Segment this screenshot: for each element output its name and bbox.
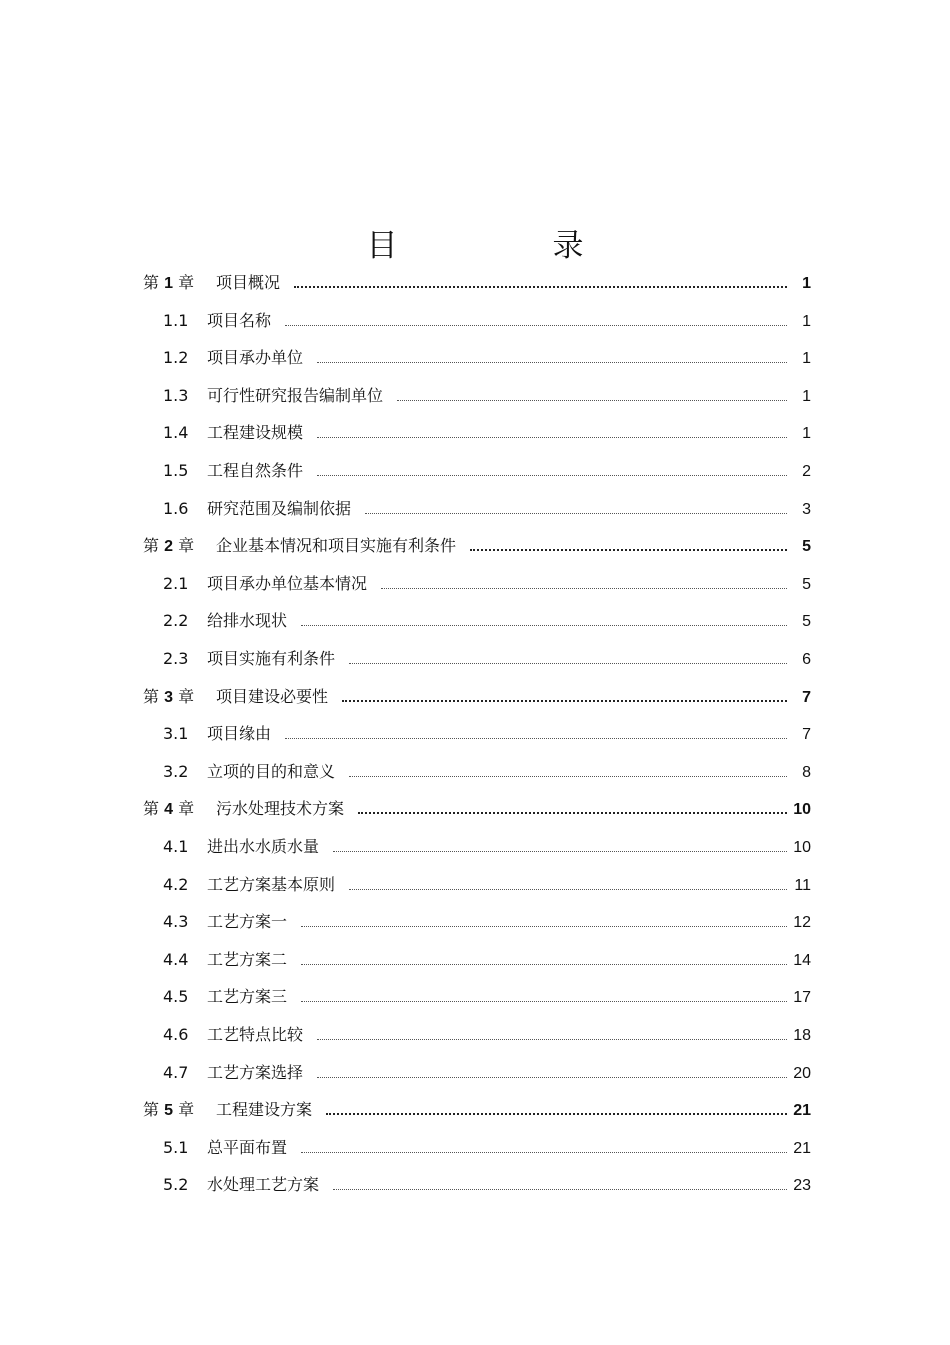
toc-dot-leader [349, 776, 787, 777]
toc-entry-number: 1.3 [163, 385, 189, 405]
toc-section-entry[interactable] [163, 1022, 811, 1048]
toc-page-number: 11 [794, 876, 811, 894]
toc-page-number: 17 [793, 989, 811, 1007]
toc-page-number: 1 [802, 275, 811, 292]
toc-page-number: 2 [802, 463, 811, 480]
toc-entry-number: 1.6 [163, 498, 189, 518]
toc-page-number: 20 [793, 1064, 811, 1082]
toc-entry-label: 工艺方案二 [207, 949, 288, 969]
toc-section-entry[interactable] [163, 721, 811, 747]
toc-dot-leader [326, 1113, 787, 1115]
toc-dot-leader [317, 1077, 787, 1078]
toc-page-number: 10 [793, 801, 811, 819]
toc-entry-number: 4.1 [163, 837, 189, 856]
toc-entry-label: 工程自然条件 [207, 461, 304, 480]
toc-dot-leader [285, 325, 787, 326]
toc-entry-label: 项目缘由 [207, 724, 272, 744]
toc-dot-leader [470, 549, 787, 551]
toc-section-entry[interactable] [163, 1060, 811, 1086]
toc-entry-number: 3.2 [163, 761, 189, 781]
toc-entry-label: 工程建设方案 [216, 1100, 313, 1120]
toc-dot-leader [333, 851, 787, 852]
toc-section-entry[interactable] [163, 1172, 811, 1198]
toc-entry-label: 工艺方案一 [207, 912, 288, 932]
toc-dot-leader [381, 588, 787, 589]
toc-entry-number: 4.5 [163, 987, 189, 1007]
toc-dot-leader [342, 700, 787, 702]
toc-entry-label: 项目建设必要性 [216, 686, 329, 706]
toc-page-number: 5 [802, 575, 811, 593]
toc-page-number: 21 [793, 1102, 811, 1120]
toc-section-entry[interactable] [163, 383, 811, 409]
toc-dot-leader [317, 437, 787, 438]
toc-entry-label: 研究范围及编制依据 [207, 498, 352, 518]
toc-chapter-entry[interactable] [143, 684, 811, 710]
toc-section-entry[interactable] [163, 834, 811, 860]
toc-entry-number: 4.6 [163, 1025, 189, 1044]
toc-page-number: 7 [802, 726, 811, 744]
toc-section-entry[interactable] [163, 646, 811, 672]
toc-entry-label: 项目实施有利条件 [207, 649, 336, 668]
toc-chapter-entry[interactable] [143, 1097, 811, 1123]
toc-page-number: 5 [802, 613, 811, 631]
toc-entry-label: 给排水现状 [207, 611, 288, 631]
toc-entry-label: 污水处理技术方案 [216, 799, 345, 819]
toc-entry-number: 第 5 章 [143, 1100, 195, 1120]
toc-entry-number: 1.4 [163, 423, 189, 443]
toc-dot-leader [349, 663, 787, 664]
toc-page-number: 18 [793, 1027, 811, 1044]
toc-dot-leader [365, 513, 787, 514]
toc-section-entry[interactable] [163, 458, 811, 484]
toc-entry-number: 5.1 [163, 1137, 189, 1157]
toc-entry-label: 水处理工艺方案 [207, 1175, 320, 1195]
toc-dot-leader [317, 362, 787, 363]
toc-entry-number: 1.2 [163, 348, 189, 368]
toc-dot-leader [333, 1189, 787, 1190]
toc-entry-number: 4.3 [163, 912, 189, 932]
toc-entry-label: 进出水水质水量 [207, 837, 320, 856]
toc-page-number: 10 [793, 839, 811, 856]
toc-entry-number: 第 2 章 [143, 536, 195, 556]
toc-section-entry[interactable] [163, 345, 811, 371]
toc-dot-leader [317, 1039, 787, 1040]
toc-entry-label: 项目名称 [207, 310, 272, 330]
toc-entry-label: 工艺特点比较 [207, 1025, 304, 1044]
toc-chapter-entry[interactable] [143, 270, 811, 296]
toc-section-entry[interactable] [163, 496, 811, 522]
toc-entry-number: 4.2 [163, 874, 189, 894]
toc-page-number: 1 [802, 387, 811, 405]
toc-entry-number: 第 1 章 [143, 273, 195, 292]
toc-dot-leader [301, 964, 787, 965]
toc-entry-number: 1.1 [163, 310, 189, 330]
toc-page-number: 14 [793, 951, 811, 969]
toc-entry-number: 1.5 [163, 461, 189, 480]
toc-entry-number: 5.2 [163, 1175, 189, 1195]
toc-entry-label: 工艺方案选择 [207, 1062, 304, 1082]
toc-chapter-entry[interactable] [143, 533, 811, 559]
toc-entry-label: 可行性研究报告编制单位 [207, 385, 384, 405]
toc-chapter-entry[interactable] [143, 796, 811, 822]
toc-entry-label: 企业基本情况和项目实施有利条件 [216, 536, 457, 556]
toc-section-entry[interactable] [163, 420, 811, 446]
toc-dot-leader [358, 812, 787, 814]
toc-entry-number: 4.7 [163, 1062, 189, 1082]
toc-page-number: 21 [793, 1139, 811, 1157]
toc-section-entry[interactable] [163, 947, 811, 973]
toc-page-number: 5 [802, 538, 811, 556]
toc-dot-leader [294, 286, 787, 288]
toc-dot-leader [397, 400, 787, 401]
toc-dot-leader [301, 1001, 787, 1002]
toc-entry-number: 3.1 [163, 724, 189, 744]
toc-entry-number: 第 4 章 [143, 799, 195, 819]
toc-dot-leader [301, 1152, 787, 1153]
toc-page-number: 8 [802, 763, 811, 781]
toc-entry-number: 4.4 [163, 949, 189, 969]
toc-section-entry[interactable] [163, 984, 811, 1010]
toc-entry-number: 第 3 章 [143, 686, 195, 706]
toc-page-number: 23 [793, 1177, 811, 1195]
toc-page-number: 1 [802, 350, 811, 368]
toc-page-number: 1 [802, 425, 811, 443]
toc-section-entry[interactable] [163, 1135, 811, 1161]
toc-section-entry[interactable] [163, 909, 811, 935]
toc-page-number: 3 [802, 500, 811, 518]
toc-entry-label: 工艺方案基本原则 [207, 874, 336, 894]
toc-entry-label: 项目概况 [216, 273, 281, 292]
toc-dot-leader [349, 889, 787, 890]
toc-page-number: 12 [793, 914, 811, 932]
toc-dot-leader [301, 926, 787, 927]
toc-page-number: 1 [802, 312, 811, 330]
toc-page-number: 6 [802, 651, 811, 668]
toc-section-entry[interactable] [163, 872, 811, 898]
toc-entry-number: 2.2 [163, 611, 189, 631]
toc-entry-label: 项目承办单位 [207, 348, 304, 368]
toc-page-number: 7 [802, 688, 811, 706]
toc-section-entry[interactable] [163, 608, 811, 634]
toc-entry-label: 总平面布置 [207, 1137, 288, 1157]
toc-section-entry[interactable] [163, 308, 811, 334]
toc-entry-label: 工艺方案三 [207, 987, 288, 1007]
toc-entry-label: 立项的目的和意义 [207, 761, 336, 781]
toc-dot-leader [301, 625, 787, 626]
toc-entry-label: 工程建设规模 [207, 423, 304, 443]
toc-dot-leader [317, 475, 787, 476]
toc-section-entry[interactable] [163, 759, 811, 785]
toc-dot-leader [285, 738, 787, 739]
toc-section-entry[interactable] [163, 571, 811, 597]
toc-entry-number: 2.3 [163, 649, 189, 668]
page-title: 目 录 [366, 228, 646, 264]
toc-entry-number: 2.1 [163, 573, 189, 593]
toc-entry-label: 项目承办单位基本情况 [207, 573, 368, 593]
